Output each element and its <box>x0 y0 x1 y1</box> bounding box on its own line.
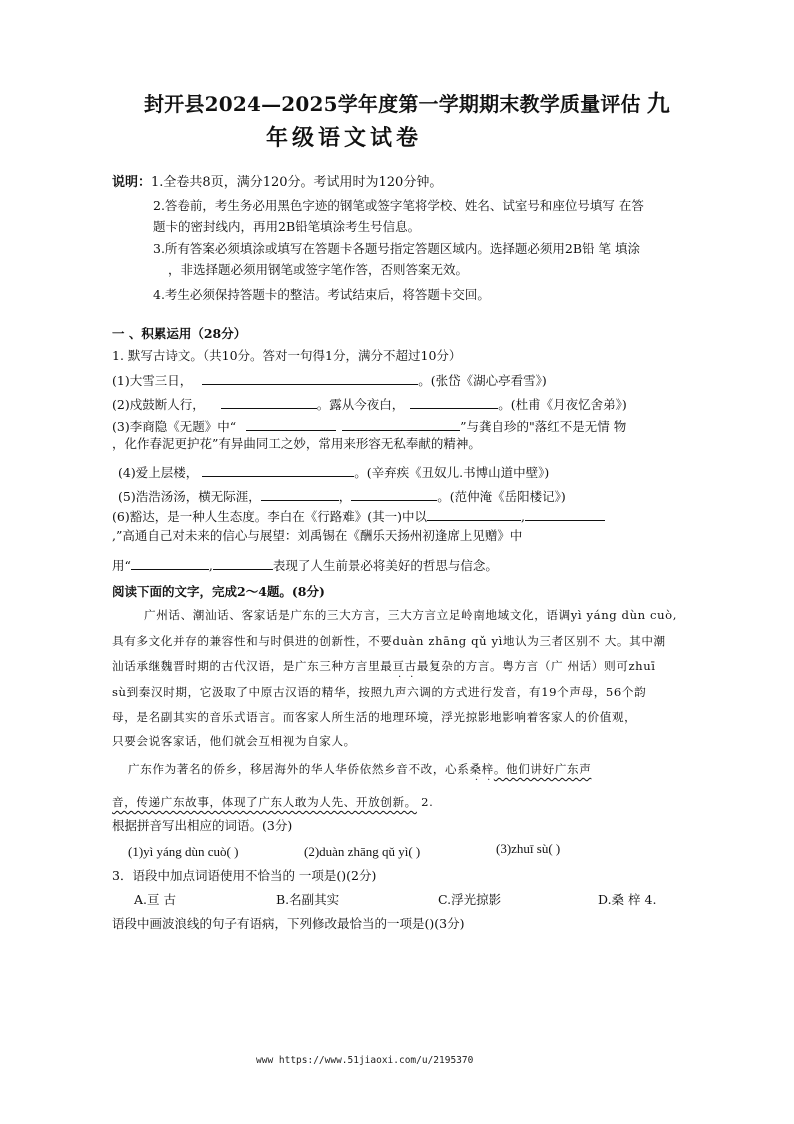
q3-choice-b[interactable]: B.名副其实 <box>276 892 340 907</box>
answer-blank[interactable] <box>131 557 209 570</box>
answer-blank[interactable] <box>202 372 418 385</box>
answer-blank[interactable] <box>427 508 521 521</box>
answer-blank[interactable] <box>261 488 339 501</box>
instructions-label: 说明： <box>112 175 152 190</box>
reading-p1-line4: sù到秦汉时期，它汲取了中原古汉语的精华，按照九声六调的方式进行发音，有19个声母，56个韵 <box>112 685 647 699</box>
answer-blank[interactable] <box>202 464 354 477</box>
reading-p1-line1: 广州话、潮汕话、客家话是广东的三大方言，三大方言立足岭南地域文化，语调yì yáng dùn cuò, <box>144 608 678 622</box>
q1-item6-line3: 用“ , 表现了人生前景必将美好的哲思与信念。 <box>112 558 498 573</box>
instructions-item3-line1: 3.所有答案必须填涂或填写在答题卡各题号指定答题区域内。选择题必须用2B铅 笔 填涂 <box>153 241 641 256</box>
wavy-underlined-sentence: 。他们讲好广东声 <box>493 762 592 776</box>
q1-item3-line1: (3)李商隐《无题》中“ ”与龚自珍的"落红不是无情 物 <box>112 419 627 434</box>
q2-option3: (3)zhuī sù( ) <box>496 841 561 856</box>
footer-url: www https://www.51jiaoxi.com/u/2195370 <box>256 1055 474 1066</box>
q1-item2: (2)戍鼓断人行， 。露从今夜白， 。(杜甫《月夜忆舍弟》) <box>112 397 627 412</box>
wavy-underlined-sentence: 音，传递广东故事，体现了广东人敢为人先、开放创新。 <box>112 795 417 809</box>
q1-item3-line2: ，化作春泥更护花”有异曲同工之妙，常用来形容无私奉献的精神。 <box>112 436 481 451</box>
exam-title-grade: 九 <box>646 90 670 117</box>
reading-p1-line5: 母，是名副其实的音乐式语言。而客家人所生活的地理环境，浮光掠影地影响着客家人的价值观， <box>112 710 637 724</box>
reading-p2-line2: 音，传递广东故事，体现了广东人敢为人先、开放创新。 2. <box>112 795 434 809</box>
emphasis-dot-char: 桑 <box>469 762 482 776</box>
answer-blank[interactable] <box>221 396 317 409</box>
answer-blank[interactable] <box>525 508 605 521</box>
reading-p2-line1: 广东作为著名的侨乡，移居海外的华人华侨依然乡音不改，心系桑梓。他们讲好广东声 <box>128 762 592 776</box>
emphasis-dot-char: 亘 <box>392 659 405 673</box>
exam-title-text: 封开县2024—2025学年度第一学期期末教学质量评估 <box>144 92 641 116</box>
emphasis-dot-char: 梓 <box>481 762 494 776</box>
q4-prompt: 语段中画波浪线的句子有语病，下列修改最恰当的一项是()(3分) <box>112 916 465 931</box>
q3-choice-d[interactable]: D.桑 梓 4. <box>598 892 657 907</box>
q3-choice-a[interactable]: A.亘 古 <box>134 892 176 907</box>
q1-intro: 1. 默写古诗文。（共10分。答对一句得1分，满分不超过10分） <box>112 348 462 363</box>
answer-blank[interactable] <box>351 488 437 501</box>
instructions-item4: 4.考生必须保持答题卡的整洁。考试结束后，将答题卡交回。 <box>153 287 490 302</box>
reading-p1-line6: 只要会说客家话，他们就会互相视为自家人。 <box>112 734 356 748</box>
reading-p1-line3: 汕话承继魏晋时期的古代汉语，是广东三种方言里最亘古最复杂的方言。粤方言（广 州话）则可zhuī <box>112 659 656 673</box>
reading-p1-line2: 具有多文化并存的兼容性和与时俱进的创新性，不要duàn zhāng qǔ yì地认为三者区别不 大。其中潮 <box>112 634 666 648</box>
reading-heading: 阅读下面的文字，完成2～4题。(8分) <box>112 584 325 599</box>
answer-blank[interactable] <box>342 418 460 431</box>
q2-prompt: 根据拼音写出相应的词语。(3分) <box>112 818 293 833</box>
q2-option2: (2)duàn zhāng qǔ yì( ) <box>304 844 421 859</box>
instructions-item2-line2: 题卡的密封线内，再用2B铅笔填涂考生号信息。 <box>153 219 421 234</box>
q1-item1: (1)大雪三日， 。(张岱《湖心亭看雪》) <box>112 373 547 388</box>
q1-item6-line2: ,”高通自己对未来的信心与展望：刘禹锡在《酬乐天扬州初逢席上见赠》中 <box>112 528 523 543</box>
exam-title-line2: 年级语文试卷 <box>266 125 423 151</box>
q3-choice-c[interactable]: C.浮光掠影 <box>438 892 502 907</box>
exam-title-line1 <box>144 92 670 115</box>
section1-heading: 一 、积累运用（28分） <box>112 326 247 341</box>
instructions-item2-line1: 2.答卷前，考生务必用黑色字迹的钢笔或签字笔将学校、姓名、试室号和座位号填写 在答 <box>153 198 644 213</box>
answer-blank[interactable] <box>213 557 273 570</box>
answer-blank[interactable] <box>246 418 336 431</box>
answer-blank[interactable] <box>410 396 498 409</box>
emphasis-dot-char: 古 <box>404 659 417 673</box>
q1-item4: (4)爱上层楼， 。(辛弃疾《丑奴儿.书博山道中壁》) <box>118 465 550 480</box>
q1-item6-line1: (6)豁达，是一种人生态度。李白在《行路难》(其一)中以 , <box>112 508 605 524</box>
q3-prompt: 3．语段中加点词语使用不恰当的 一项是()(2分) <box>112 868 377 883</box>
instructions-item1: 说明：1.全卷共8页，满分120分。考试用时为120分钟。 <box>112 175 443 190</box>
q2-option1: (1)yì yáng dùn cuò( ) <box>128 844 239 859</box>
q1-item5: (5)浩浩汤汤，横无际涯， ， 。(范仲淹《岳阳楼记》) <box>118 489 566 504</box>
instructions-item3-line2: ，非选择题必须用钢笔或签字笔作答，否则答案无效。 <box>168 262 469 277</box>
